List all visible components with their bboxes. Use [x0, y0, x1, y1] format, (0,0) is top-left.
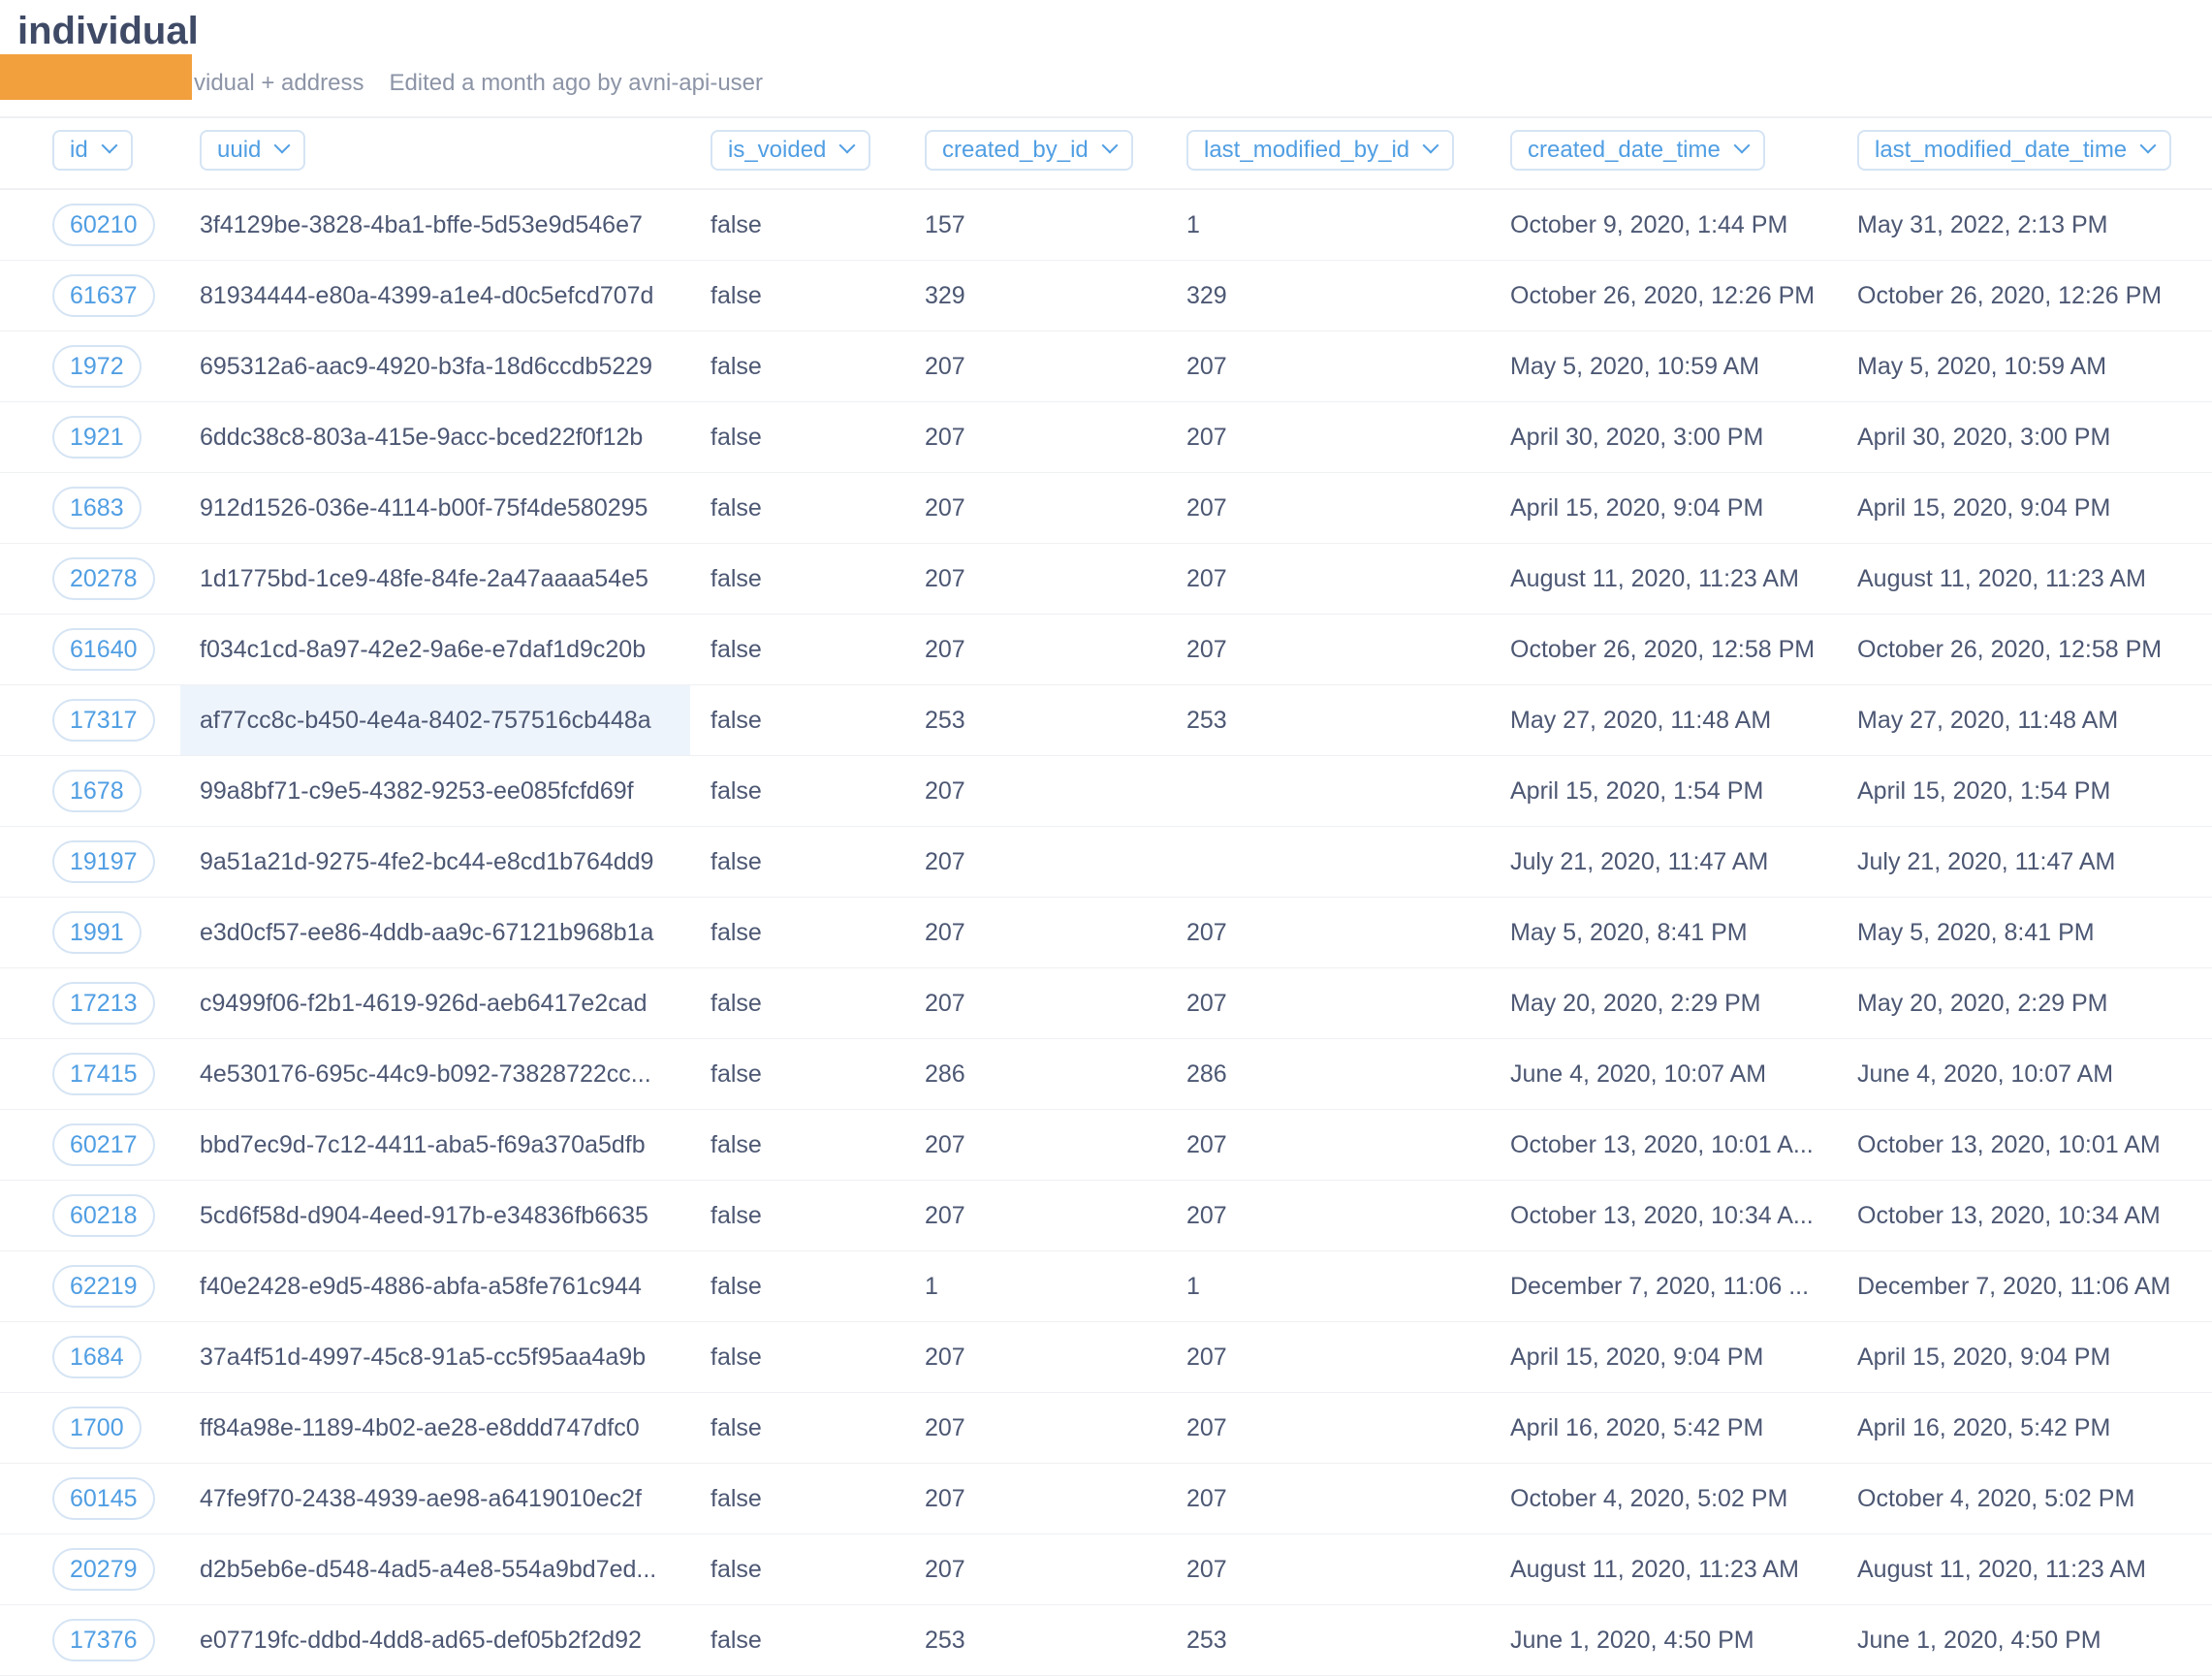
cell-last-modified-by-id[interactable]: 207	[1186, 990, 1227, 1017]
column-label: created_date_time	[1528, 137, 1721, 163]
cell-uuid[interactable]: 47fe9f70-2438-4939-ae98-a6419010ec2f	[200, 1485, 642, 1512]
cell-created-by-id[interactable]: 207	[925, 919, 965, 946]
table-row	[0, 1039, 2212, 1110]
results-table	[0, 118, 2212, 1654]
cell-is-voided[interactable]: false	[711, 848, 762, 875]
column-label: last_modified_by_id	[1204, 137, 1410, 163]
question-subtitle	[194, 70, 763, 97]
cell-is-voided[interactable]: false	[711, 990, 762, 1017]
cell-last-modified-date-time[interactable]: May 5, 2020, 10:59 AM	[1857, 353, 2107, 380]
column-label: uuid	[217, 137, 262, 163]
cell-created-date-time[interactable]: April 30, 2020, 3:00 PM	[1510, 424, 1764, 451]
cell-last-modified-date-time[interactable]: August 11, 2020, 11:23 AM	[1857, 565, 2146, 592]
cell-created-date-time[interactable]: October 26, 2020, 12:26 PM	[1510, 282, 1816, 309]
cell-last-modified-date-time[interactable]: October 4, 2020, 5:02 PM	[1857, 1485, 2135, 1512]
column-header-last-modified-date-time[interactable]	[1857, 130, 2171, 171]
table-row	[0, 261, 2212, 332]
table-body	[0, 190, 2212, 1676]
cell-uuid[interactable]: af77cc8c-b450-4e4a-8402-757516cb448a	[200, 707, 651, 734]
cell-created-date-time[interactable]: May 5, 2020, 8:41 PM	[1510, 919, 1748, 946]
cell-uuid[interactable]: d2b5eb6e-d548-4ad5-a4e8-554a9bd7ed...	[200, 1556, 657, 1583]
column-header-last-modified-by-id[interactable]	[1186, 130, 1454, 171]
cell-is-voided[interactable]: false	[711, 1414, 762, 1441]
cell-created-date-time[interactable]: April 15, 2020, 9:04 PM	[1510, 1344, 1764, 1371]
cell-is-voided[interactable]: false	[711, 636, 762, 663]
column-header-uuid[interactable]	[200, 130, 305, 171]
table-row	[0, 615, 2212, 685]
cell-created-date-time[interactable]: August 11, 2020, 11:23 AM	[1510, 1556, 1799, 1583]
id-link-pill[interactable]: 19197	[52, 840, 155, 883]
cell-created-date-time[interactable]: December 7, 2020, 11:06 ...	[1510, 1273, 1810, 1300]
id-link-pill[interactable]: 1991	[52, 911, 142, 954]
cell-is-voided[interactable]: false	[711, 1627, 762, 1654]
cell-uuid[interactable]: bbd7ec9d-7c12-4411-aba5-f69a370a5dfb	[200, 1131, 646, 1158]
id-link-pill[interactable]: 60217	[52, 1123, 155, 1166]
id-link-pill[interactable]: 1700	[52, 1407, 142, 1449]
cell-created-date-time[interactable]: October 13, 2020, 10:34 A...	[1510, 1202, 1814, 1229]
cell-uuid[interactable]: f034c1cd-8a97-42e2-9a6e-e7daf1d9c20b	[200, 636, 647, 663]
cell-uuid[interactable]: f40e2428-e9d5-4886-abfa-a58fe761c944	[200, 1273, 642, 1300]
cell-created-date-time[interactable]: May 27, 2020, 11:48 AM	[1510, 707, 1772, 734]
cell-is-voided[interactable]: false	[711, 1202, 762, 1229]
cell-last-modified-by-id[interactable]: 207	[1186, 1202, 1227, 1229]
cell-last-modified-date-time[interactable]: August 11, 2020, 11:23 AM	[1857, 1556, 2146, 1583]
cell-created-by-id[interactable]: 207	[925, 494, 965, 522]
cell-last-modified-by-id[interactable]: 207	[1186, 1485, 1227, 1512]
cell-created-date-time[interactable]: August 11, 2020, 11:23 AM	[1510, 565, 1799, 592]
cell-created-by-id[interactable]: 207	[925, 1485, 965, 1512]
chevron-down-icon	[101, 138, 117, 154]
cell-last-modified-date-time[interactable]: May 20, 2020, 2:29 PM	[1857, 990, 2108, 1017]
cell-created-by-id[interactable]: 207	[925, 848, 965, 875]
cell-last-modified-by-id[interactable]: 207	[1186, 494, 1227, 522]
page-header	[0, 0, 2212, 118]
cell-uuid[interactable]: 695312a6-aac9-4920-b3fa-18d6ccdb5229	[200, 353, 653, 380]
cell-uuid[interactable]: c9499f06-f2b1-4619-926d-aeb6417e2cad	[200, 990, 648, 1017]
cell-last-modified-by-id[interactable]: 207	[1186, 424, 1227, 451]
cell-uuid[interactable]: 99a8bf71-c9e5-4382-9253-ee085fcfd69f	[200, 777, 634, 805]
cell-uuid[interactable]: 9a51a21d-9275-4fe2-bc44-e8cd1b764dd9	[200, 848, 654, 875]
cell-last-modified-date-time[interactable]: October 13, 2020, 10:01 AM	[1857, 1131, 2161, 1158]
id-link-pill[interactable]: 17213	[52, 982, 155, 1025]
cell-last-modified-date-time[interactable]: April 30, 2020, 3:00 PM	[1857, 424, 2111, 451]
cell-created-date-time[interactable]: October 26, 2020, 12:58 PM	[1510, 636, 1816, 663]
chevron-down-icon	[839, 138, 856, 154]
cell-last-modified-by-id[interactable]: 286	[1186, 1060, 1227, 1088]
table-row	[0, 473, 2212, 544]
table-row	[0, 190, 2212, 261]
id-link-pill[interactable]: 60210	[52, 204, 155, 246]
cell-created-by-id[interactable]: 157	[925, 211, 965, 238]
chevron-down-icon	[2140, 138, 2157, 154]
cell-last-modified-by-id[interactable]: 207	[1186, 1414, 1227, 1441]
cell-created-date-time[interactable]: October 9, 2020, 1:44 PM	[1510, 211, 1788, 238]
cell-last-modified-by-id[interactable]: 329	[1186, 282, 1227, 309]
cell-is-voided[interactable]: false	[711, 777, 762, 805]
cell-uuid[interactable]: 37a4f51d-4997-45c8-91a5-cc5f95aa4a9b	[200, 1344, 647, 1371]
cell-created-date-time[interactable]: June 1, 2020, 4:50 PM	[1510, 1627, 1754, 1654]
cell-is-voided[interactable]: false	[711, 1131, 762, 1158]
cell-last-modified-by-id[interactable]: 207	[1186, 1556, 1227, 1583]
cell-last-modified-date-time[interactable]: October 26, 2020, 12:26 PM	[1857, 282, 2163, 309]
cell-last-modified-date-time[interactable]: October 26, 2020, 12:58 PM	[1857, 636, 2163, 663]
cell-last-modified-date-time[interactable]: December 7, 2020, 11:06 AM	[1857, 1273, 2171, 1300]
redaction-block	[0, 54, 192, 100]
table-row	[0, 332, 2212, 402]
table-row	[0, 898, 2212, 968]
cell-last-modified-by-id[interactable]: 207	[1186, 565, 1227, 592]
cell-created-by-id[interactable]: 207	[925, 353, 965, 380]
table-row	[0, 968, 2212, 1039]
cell-created-date-time[interactable]: October 4, 2020, 5:02 PM	[1510, 1485, 1788, 1512]
cell-created-by-id[interactable]: 207	[925, 1556, 965, 1583]
table-row	[0, 1534, 2212, 1605]
cell-uuid[interactable]: 1d1775bd-1ce9-48fe-84fe-2a47aaaa54e5	[200, 565, 648, 592]
cell-is-voided[interactable]: false	[711, 1485, 762, 1512]
column-header-created-by-id[interactable]	[925, 130, 1133, 171]
cell-is-voided[interactable]: false	[711, 707, 762, 734]
cell-last-modified-by-id[interactable]: 207	[1186, 919, 1227, 946]
id-link-pill[interactable]: 1972	[52, 345, 142, 388]
cell-last-modified-date-time[interactable]: April 15, 2020, 9:04 PM	[1857, 494, 2111, 522]
cell-last-modified-date-time[interactable]: June 1, 2020, 4:50 PM	[1857, 1627, 2101, 1654]
cell-uuid[interactable]: 4e530176-695c-44c9-b092-73828722cc...	[200, 1060, 651, 1088]
chevron-down-icon	[274, 138, 291, 154]
cell-last-modified-date-time[interactable]: October 13, 2020, 10:34 AM	[1857, 1202, 2161, 1229]
chevron-down-icon	[1423, 138, 1439, 154]
id-link-pill[interactable]: 17317	[52, 699, 155, 742]
cell-uuid[interactable]: 912d1526-036e-4114-b00f-75f4de580295	[200, 494, 648, 522]
column-label: id	[70, 137, 88, 163]
cell-last-modified-by-id[interactable]: 207	[1186, 1344, 1227, 1371]
cell-last-modified-by-id[interactable]: 253	[1186, 1627, 1227, 1654]
column-header-is-voided[interactable]	[711, 130, 870, 171]
cell-uuid[interactable]: e3d0cf57-ee86-4ddb-aa9c-67121b968b1a	[200, 919, 654, 946]
table-row	[0, 1464, 2212, 1534]
cell-last-modified-date-time[interactable]: April 16, 2020, 5:42 PM	[1857, 1414, 2111, 1441]
cell-last-modified-by-id[interactable]: 207	[1186, 636, 1227, 663]
cell-created-date-time[interactable]: April 15, 2020, 1:54 PM	[1510, 777, 1764, 805]
table-row	[0, 544, 2212, 615]
cell-last-modified-date-time[interactable]: May 5, 2020, 8:41 PM	[1857, 919, 2095, 946]
table-row	[0, 756, 2212, 827]
table-row	[0, 685, 2212, 756]
cell-created-by-id[interactable]: 253	[925, 707, 965, 734]
cell-created-date-time[interactable]: June 4, 2020, 10:07 AM	[1510, 1060, 1767, 1088]
cell-is-voided[interactable]: false	[711, 565, 762, 592]
id-link-pill[interactable]: 1684	[52, 1336, 142, 1378]
table-row	[0, 1181, 2212, 1251]
column-header-created-date-time[interactable]	[1510, 130, 1765, 171]
table-row	[0, 1110, 2212, 1181]
id-link-pill[interactable]: 60145	[52, 1477, 155, 1520]
column-header-id[interactable]	[52, 130, 133, 171]
id-link-pill[interactable]: 1921	[52, 416, 142, 459]
cell-created-by-id[interactable]: 207	[925, 636, 965, 663]
cell-last-modified-by-id[interactable]: 253	[1186, 707, 1227, 734]
cell-last-modified-by-id[interactable]: 207	[1186, 353, 1227, 380]
cell-created-by-id[interactable]: 286	[925, 1060, 965, 1088]
table-row	[0, 1322, 2212, 1393]
cell-created-by-id[interactable]: 207	[925, 1131, 965, 1158]
column-label: created_by_id	[942, 137, 1089, 163]
cell-is-voided[interactable]: false	[711, 919, 762, 946]
cell-created-by-id[interactable]: 329	[925, 282, 965, 309]
cell-created-date-time[interactable]: April 15, 2020, 9:04 PM	[1510, 494, 1764, 522]
cell-uuid[interactable]: 3f4129be-3828-4ba1-bffe-5d53e9d546e7	[200, 211, 643, 238]
cell-uuid[interactable]: 81934444-e80a-4399-a1e4-d0c5efcd707d	[200, 282, 654, 309]
id-link-pill[interactable]: 62219	[52, 1265, 155, 1308]
cell-is-voided[interactable]: false	[711, 1060, 762, 1088]
cell-last-modified-by-id[interactable]: 1	[1186, 1273, 1200, 1300]
cell-is-voided[interactable]: false	[711, 211, 762, 238]
table-row	[0, 1251, 2212, 1322]
id-link-pill[interactable]: 20279	[52, 1548, 155, 1591]
cell-created-by-id[interactable]: 207	[925, 565, 965, 592]
cell-uuid[interactable]: 5cd6f58d-d904-4eed-917b-e34836fb6635	[200, 1202, 648, 1229]
cell-created-date-time[interactable]: May 5, 2020, 10:59 AM	[1510, 353, 1760, 380]
cell-is-voided[interactable]: false	[711, 1344, 762, 1371]
cell-is-voided[interactable]: false	[711, 282, 762, 309]
cell-last-modified-date-time[interactable]: July 21, 2020, 11:47 AM	[1857, 848, 2116, 875]
cell-uuid[interactable]: 6ddc38c8-803a-415e-9acc-bced22f0f12b	[200, 424, 644, 451]
cell-created-by-id[interactable]: 207	[925, 777, 965, 805]
cell-created-by-id[interactable]: 207	[925, 424, 965, 451]
cell-created-by-id[interactable]: 207	[925, 1414, 965, 1441]
id-link-pill[interactable]: 1683	[52, 487, 142, 529]
cell-created-by-id[interactable]: 207	[925, 990, 965, 1017]
cell-last-modified-by-id[interactable]: 207	[1186, 1131, 1227, 1158]
column-label: last_modified_date_time	[1875, 137, 2128, 163]
cell-created-date-time[interactable]: April 16, 2020, 5:42 PM	[1510, 1414, 1764, 1441]
cell-created-date-time[interactable]: July 21, 2020, 11:47 AM	[1510, 848, 1769, 875]
table-row	[0, 1605, 2212, 1676]
cell-last-modified-date-time[interactable]: April 15, 2020, 9:04 PM	[1857, 1344, 2111, 1371]
cell-is-voided[interactable]: false	[711, 1556, 762, 1583]
cell-last-modified-date-time[interactable]: May 27, 2020, 11:48 AM	[1857, 707, 2119, 734]
cell-is-voided[interactable]: false	[711, 494, 762, 522]
cell-created-date-time[interactable]: May 20, 2020, 2:29 PM	[1510, 990, 1761, 1017]
id-link-pill[interactable]: 61637	[52, 274, 155, 317]
source-tables[interactable]: vidual + address	[194, 70, 364, 96]
page-title: individual	[17, 10, 199, 52]
table-row	[0, 402, 2212, 473]
cell-last-modified-by-id[interactable]: 1	[1186, 211, 1200, 238]
id-link-pill[interactable]: 61640	[52, 628, 155, 671]
cell-uuid[interactable]: e07719fc-ddbd-4dd8-ad65-def05b2f2d92	[200, 1627, 642, 1654]
cell-created-by-id[interactable]: 207	[925, 1344, 965, 1371]
cell-created-by-id[interactable]: 207	[925, 1202, 965, 1229]
cell-uuid[interactable]: ff84a98e-1189-4b02-ae28-e8ddd747dfc0	[200, 1414, 640, 1441]
cell-created-date-time[interactable]: October 13, 2020, 10:01 A...	[1510, 1131, 1814, 1158]
cell-is-voided[interactable]: false	[711, 353, 762, 380]
cell-last-modified-date-time[interactable]: June 4, 2020, 10:07 AM	[1857, 1060, 2114, 1088]
id-link-pill[interactable]: 1678	[52, 770, 142, 812]
chevron-down-icon	[1733, 138, 1750, 154]
chevron-down-icon	[1101, 138, 1118, 154]
cell-last-modified-date-time[interactable]: May 31, 2022, 2:13 PM	[1857, 211, 2108, 238]
cell-is-voided[interactable]: false	[711, 1273, 762, 1300]
cell-last-modified-date-time[interactable]: April 15, 2020, 1:54 PM	[1857, 777, 2111, 805]
table-row	[0, 827, 2212, 898]
column-label: is_voided	[728, 137, 827, 163]
id-link-pill[interactable]: 17415	[52, 1053, 155, 1095]
table-row	[0, 1393, 2212, 1464]
id-link-pill[interactable]: 60218	[52, 1194, 155, 1237]
table-header-row	[0, 118, 2212, 190]
cell-created-by-id[interactable]: 253	[925, 1627, 965, 1654]
id-link-pill[interactable]: 20278	[52, 557, 155, 600]
id-link-pill[interactable]: 17376	[52, 1619, 155, 1661]
cell-created-by-id[interactable]: 1	[925, 1273, 938, 1300]
cell-is-voided[interactable]: false	[711, 424, 762, 451]
edit-info[interactable]: Edited a month ago by avni-api-user	[389, 70, 764, 96]
